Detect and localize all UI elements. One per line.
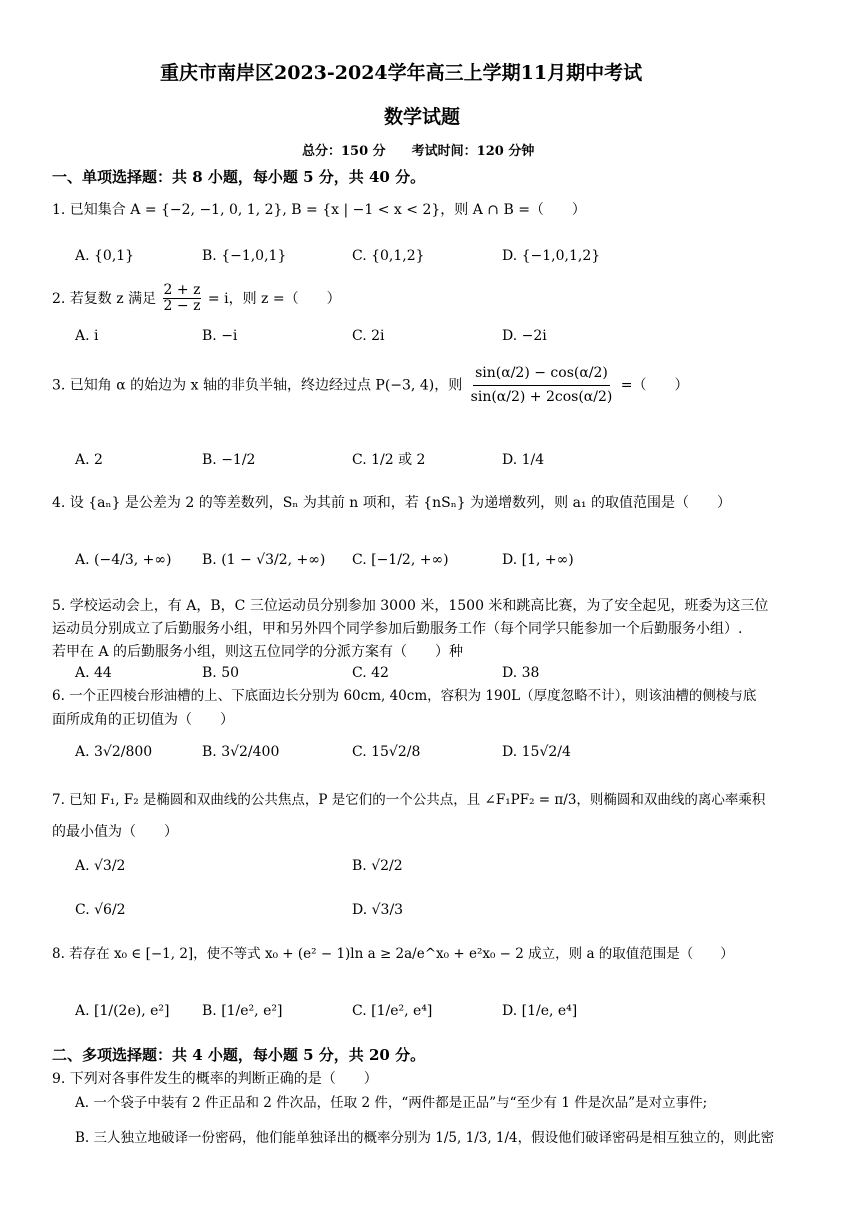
q2-fraction — [163, 283, 202, 315]
question-2 — [52, 283, 341, 315]
q1-option-c[interactable]: C. {0,1,2} — [352, 248, 425, 264]
q1-option-a[interactable]: A. {0,1} — [75, 248, 135, 264]
q4-option-c[interactable]: C. [−1/2, +∞) — [352, 552, 449, 568]
q5-option-d[interactable]: D. 38 — [502, 665, 540, 681]
q2-numerator: 2 + z — [163, 282, 201, 298]
q3-option-a[interactable]: A. 2 — [75, 452, 103, 468]
q2-option-c[interactable]: C. 2i — [352, 328, 385, 344]
question-5-line-1: 5. 学校运动会上，有 A，B，C 三位运动员分别参加 3000 米，1500 米和跳高比赛，为了安全起见，班委为这三位 — [52, 598, 769, 614]
q3-pre: 3. 已知角 α 的始边为 x 轴的非负半轴，终边经过点 P(−3, 4)，则 — [52, 377, 463, 394]
q2-denominator: 2 − z — [163, 298, 201, 315]
q2-post: = i，则 z =（ ） — [207, 290, 341, 307]
q6-option-d[interactable]: D. 15√2/4 — [502, 744, 571, 760]
q3-option-b[interactable]: B. −1/2 — [202, 452, 256, 468]
q7-option-d[interactable]: D. √3/3 — [352, 902, 404, 918]
q4-option-d[interactable]: D. [1, +∞) — [502, 552, 574, 568]
q2-option-b[interactable]: B. −i — [202, 328, 238, 344]
q8-option-d[interactable]: D. [1/e, e⁴] — [502, 1003, 578, 1019]
question-5-line-2: 运动员分别成立了后勤服务小组，甲和另外四个同学参加后勤服务工作（每个同学只能参加一个后勤服务小组）. — [52, 621, 743, 637]
q3-post: =（ ） — [620, 377, 689, 394]
q9-option-a[interactable]: A. 一个袋子中装有 2 件正品和 2 件次品，任取 2 件，“两件都是正品”与“至少有 1 件是次品”是对立事件; — [75, 1095, 708, 1111]
q4-option-a[interactable]: A. (−4/3, +∞) — [75, 552, 172, 568]
q5-option-a[interactable]: A. 44 — [75, 665, 112, 681]
q3-option-d[interactable]: D. 1/4 — [502, 452, 545, 468]
question-5-line-3: 若甲在 A 的后勤服务小组，则这五位同学的分派方案有（ ）种 — [52, 644, 464, 660]
q3-option-c[interactable]: C. 1/2 或 2 — [352, 452, 426, 468]
q2-option-a[interactable]: A. i — [75, 328, 99, 344]
q6-option-b[interactable]: B. 3√2/400 — [202, 744, 280, 760]
q5-option-b[interactable]: B. 50 — [202, 665, 240, 681]
q3-numerator: sin(α/2) − cos(α/2) — [473, 362, 610, 386]
question-4: 4. 设 {aₙ} 是公差为 2 的等差数列，Sₙ 为其前 n 项和，若 {nSₙ} 为递增数列，则 a₁ 的取值范围是（ ） — [52, 495, 731, 511]
q7-option-a[interactable]: A. √3/2 — [75, 858, 126, 874]
question-3 — [52, 362, 689, 410]
q5-option-c[interactable]: C. 42 — [352, 665, 389, 681]
question-6-line-2: 面所成角的正切值为（ ） — [52, 712, 234, 728]
question-8: 8. 若存在 x₀ ∈ [−1, 2]，使不等式 x₀ + (e² − 1)ln a ≥ 2a/e^x₀ + e²x₀ − 2 成立，则 a 的取值范围是（ ） — [52, 946, 734, 962]
page-title: 重庆市南岸区2023-2024学年高三上学期11月期中考试 — [160, 62, 643, 84]
question-7-line-2: 的最小值为（ ） — [52, 824, 178, 840]
q1-option-d[interactable]: D. {−1,0,1,2} — [502, 248, 601, 264]
q6-option-a[interactable]: A. 3√2/800 — [75, 744, 153, 760]
q7-option-c[interactable]: C. √6/2 — [75, 902, 126, 918]
q4-option-b[interactable]: B. (1 − √3/2, +∞) — [202, 552, 326, 568]
q2-pre: 2. 若复数 z 满足 — [52, 290, 157, 307]
exam-meta: 总分：150 分 考试时间：120 分钟 — [302, 144, 535, 159]
q3-denominator: sin(α/2) + 2cos(α/2) — [470, 389, 613, 406]
section-multi-choice: 二、多项选择题：共 4 小题，每小题 5 分，共 20 分。 — [52, 1046, 426, 1064]
question-6-line-1: 6. 一个正四棱台形油槽的上、下底面边长分别为 60cm, 40cm，容积为 190L（厚度忽略不计），则该油槽的侧棱与底 — [52, 688, 757, 704]
question-9: 9. 下列对各事件发生的概率的判断正确的是（ ） — [52, 1071, 378, 1087]
section-single-choice: 一、单项选择题：共 8 小题，每小题 5 分，共 40 分。 — [52, 168, 426, 186]
q2-option-d[interactable]: D. −2i — [502, 328, 547, 344]
q6-option-c[interactable]: C. 15√2/8 — [352, 744, 421, 760]
q3-fraction — [469, 362, 615, 410]
q9-option-b[interactable]: B. 三人独立地破译一份密码，他们能单独译出的概率分别为 1/5, 1/3, 1/4，假设他们破译密码是相互独立的，则此密 — [75, 1130, 775, 1146]
page-subtitle: 数学试题 — [384, 106, 461, 128]
q8-option-b[interactable]: B. [1/e², e²] — [202, 1003, 283, 1019]
q7-option-b[interactable]: B. √2/2 — [352, 858, 403, 874]
q8-option-c[interactable]: C. [1/e², e⁴] — [352, 1003, 433, 1019]
question-1: 1. 已知集合 A = {−2, −1, 0, 1, 2}, B = {x | −1 < x < 2}，则 A ∩ B =（ ） — [52, 202, 586, 218]
q8-option-a[interactable]: A. [1/(2e), e²] — [75, 1003, 170, 1019]
question-7-line-1: 7. 已知 F₁, F₂ 是椭圆和双曲线的公共焦点，P 是它们的一个公共点，且 ∠F₁PF₂ = π/3，则椭圆和双曲线的离心率乘积 — [52, 792, 766, 808]
q1-option-b[interactable]: B. {−1,0,1} — [202, 248, 287, 264]
